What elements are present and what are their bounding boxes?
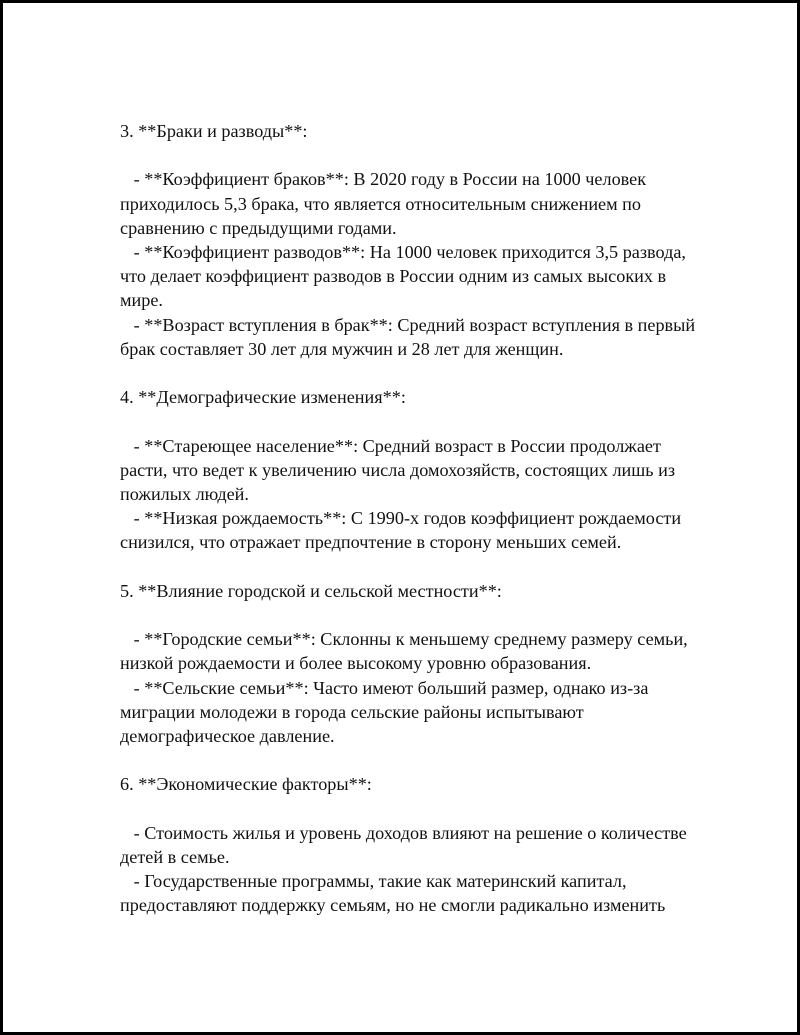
list-item: - **Низкая рождаемость**: С 1990-х годов коэффициент рождаемости снизился, что отражает предпочтение в сторону меньших семей. bbox=[120, 508, 686, 553]
list-item: - Стоимость жилья и уровень доходов влияют на решение о количестве детей в семье. bbox=[120, 822, 692, 867]
list-item: - Государственные программы, такие как материнский капитал, предоставляют поддержку семьям, но не смогли радикально изменить bbox=[120, 871, 666, 916]
list-item: - **Коэффициент браков**: В 2020 году в России на 1000 человек приходилось 5,3 брака, что является относительным снижением по сравнению с предыдущими годами. bbox=[120, 169, 651, 238]
list-item: - **Возраст вступления в брак**: Средний возраст вступления в первый брак составляет 30 лет для мужчин и 28 лет для женщин. bbox=[120, 314, 700, 359]
blank-line bbox=[120, 555, 700, 579]
blank-line bbox=[120, 409, 700, 433]
section-heading: 5. **Влияние городской и сельской местности**: bbox=[120, 580, 502, 601]
blank-line bbox=[120, 143, 700, 167]
list-item: - **Городские семьи**: Склонны к меньшему среднему размеру семьи, низкой рождаемости и более высокому уровню образования. bbox=[120, 629, 693, 674]
blank-line bbox=[120, 361, 700, 385]
section-urban-rural bbox=[120, 579, 700, 773]
blank-line bbox=[120, 797, 700, 821]
list-item: - **Коэффициент разводов**: На 1000 человек приходится 3,5 развода, что делает коэффициент разводов в России одним из самых высоких в мире. bbox=[120, 241, 691, 311]
section-demographic-changes bbox=[120, 385, 700, 579]
section-heading: 6. **Экономические факторы**: bbox=[120, 774, 372, 795]
section-economic-factors bbox=[120, 772, 700, 917]
section-heading: 3. **Браки и разводы**: bbox=[120, 121, 308, 141]
document-text bbox=[120, 119, 700, 918]
section-heading: 4. **Демографические изменения**: bbox=[120, 387, 406, 408]
section-marriage-divorce bbox=[120, 119, 700, 385]
blank-line bbox=[120, 748, 700, 772]
blank-line bbox=[120, 603, 700, 627]
list-item: - **Стареющее население**: Средний возраст в России продолжает расти, что ведет к увеличению числа домохозяйств, состоящих лишь из пожилых людей. bbox=[120, 435, 680, 504]
list-item: - **Сельские семьи**: Часто имеют больший размер, однако из-за миграции молодежи в города сельские районы испытывают демографическое давление. bbox=[120, 677, 653, 746]
